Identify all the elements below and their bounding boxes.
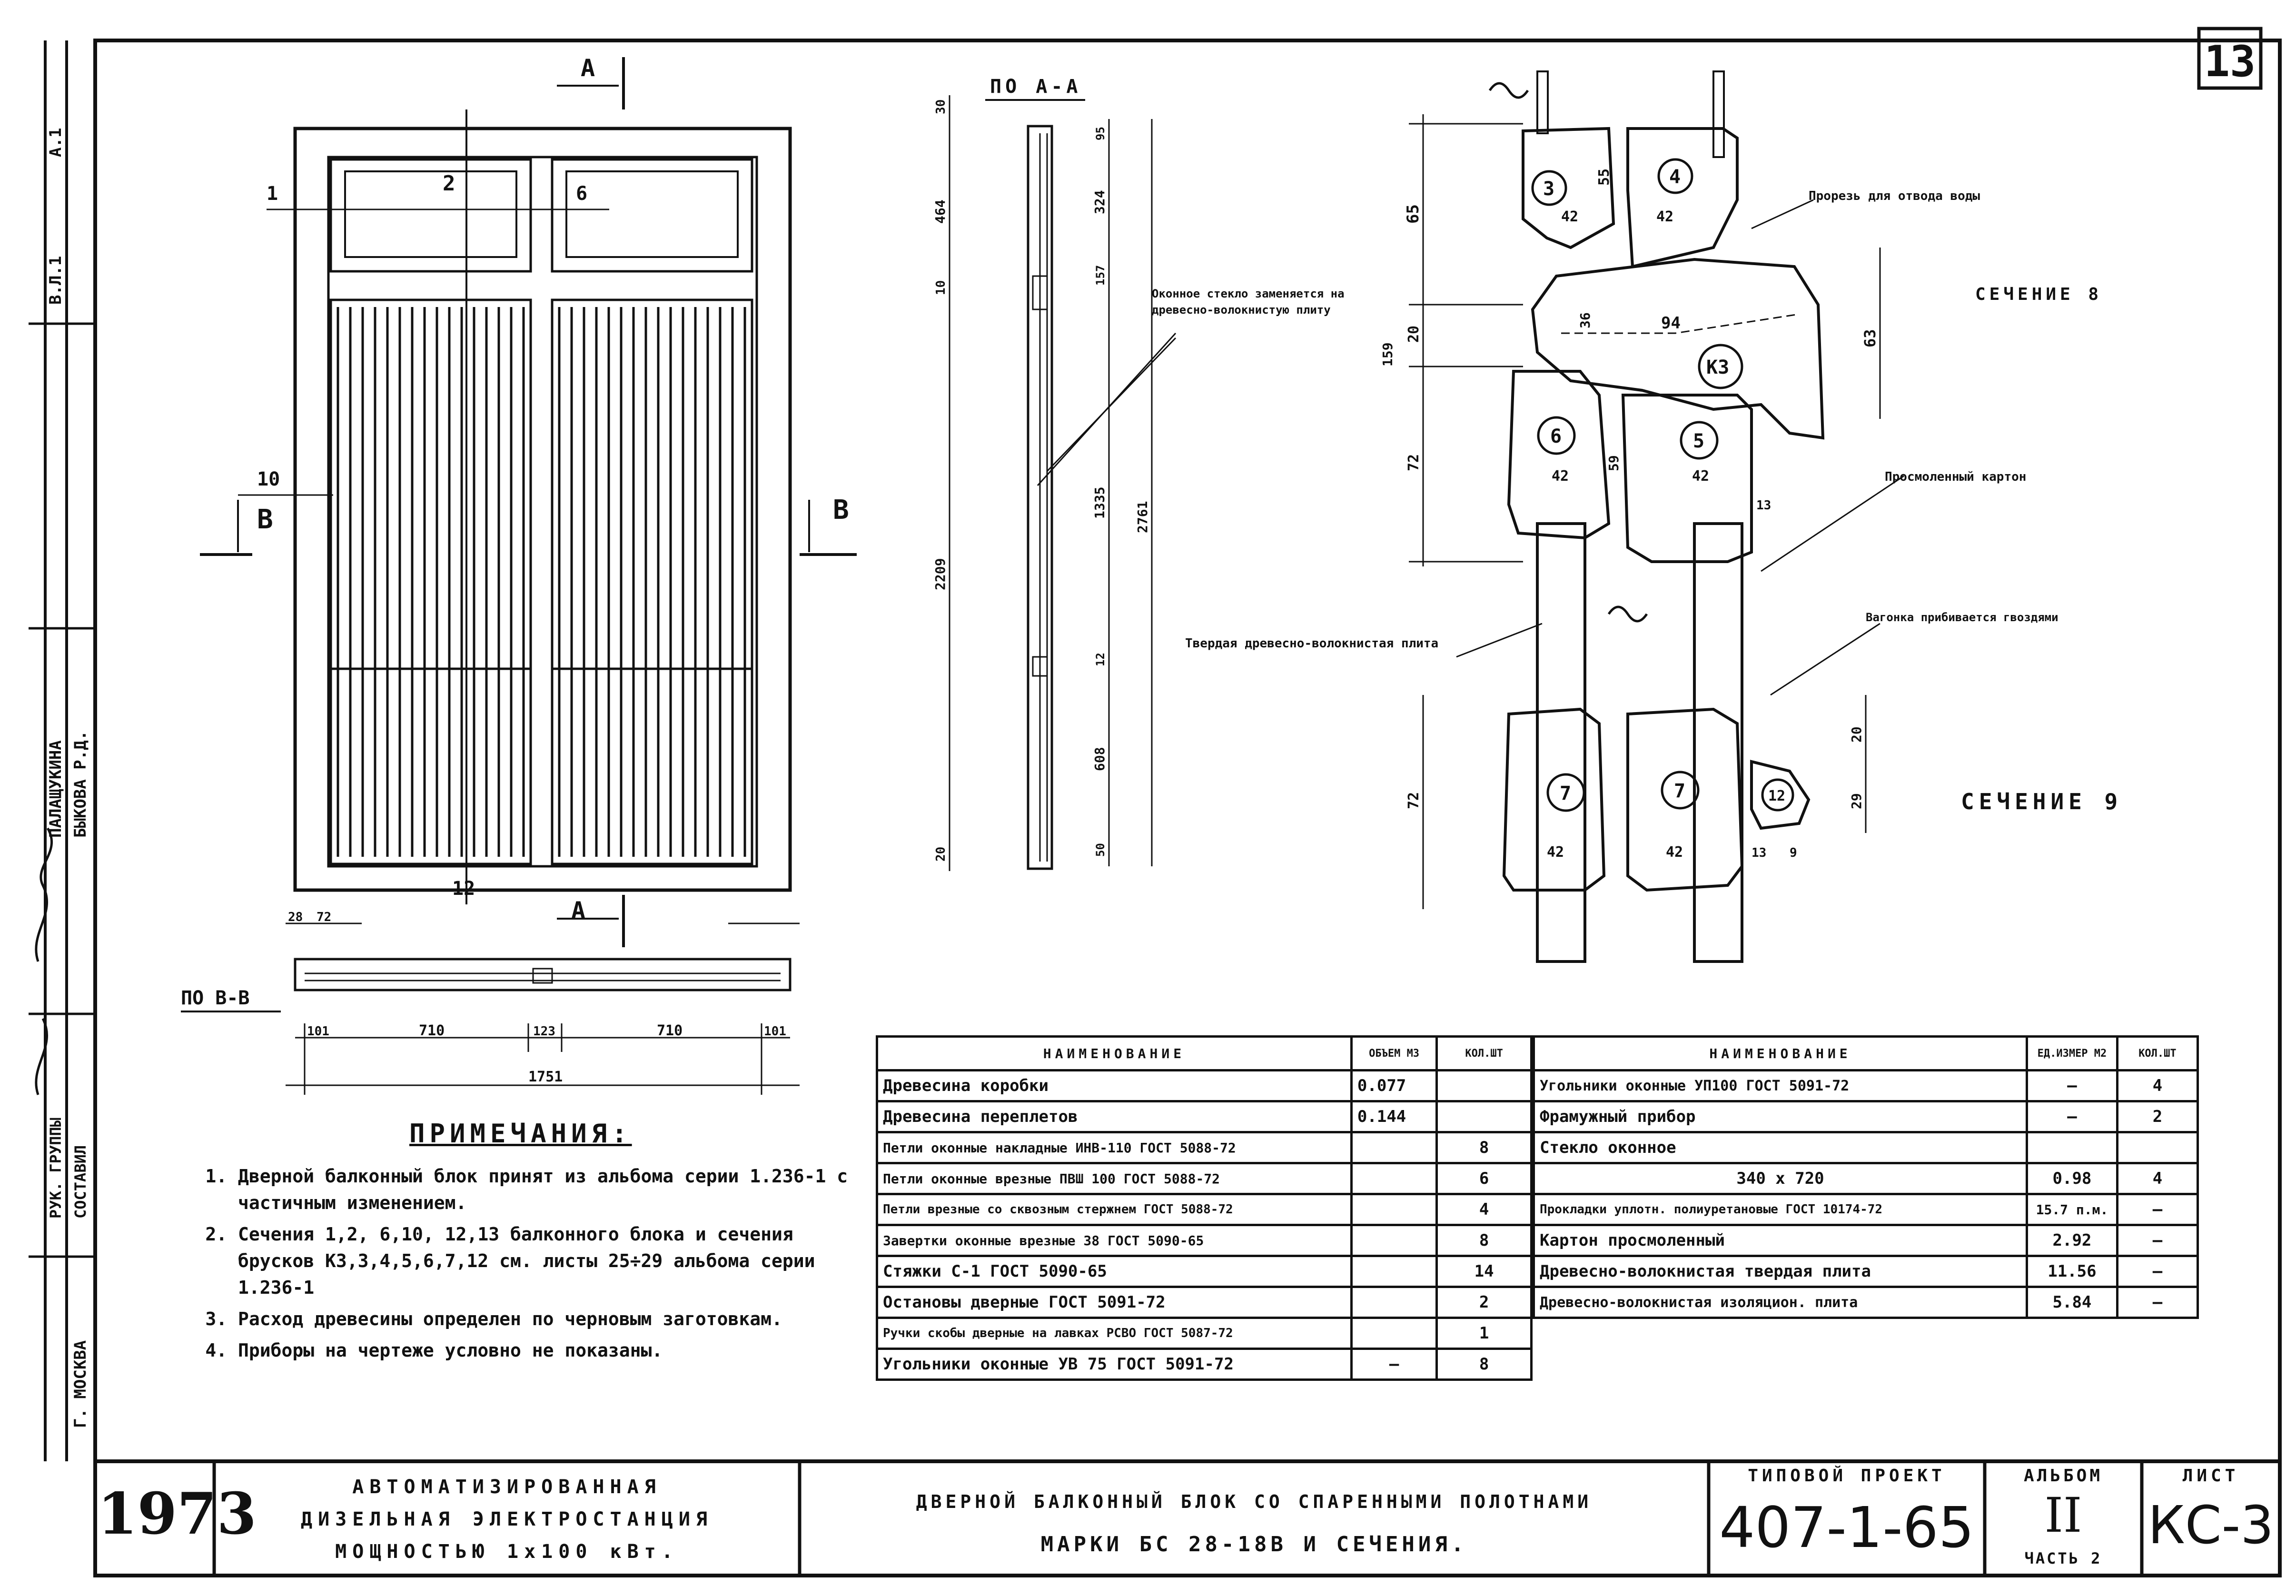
section-bb (181, 923, 800, 1095)
cell-name: Ручки скобы дверные на лавках РСВО ГОСТ 5087-72 (877, 1318, 1352, 1349)
dim-d-42f: 42 (1666, 844, 1683, 861)
drawing-title-line-2: МАРКИ БС 28-18В И СЕЧЕНИЯ. (1040, 1532, 1468, 1556)
table-row (1534, 1287, 2198, 1318)
dim-aa-1335: 1335 (1092, 486, 1108, 519)
table-row (877, 1163, 1532, 1194)
cut-a-top: А (581, 54, 595, 82)
cell-unit: 0.98 (2027, 1163, 2118, 1194)
album-label: АЛЬБОМ (2023, 1466, 2103, 1486)
cell-qty (1437, 1101, 1532, 1132)
dim-d-42c: 42 (1552, 468, 1569, 485)
dim-d-63: 63 (1861, 329, 1879, 347)
dim-aa-608: 608 (1092, 747, 1108, 771)
dim-d-65: 65 (1404, 204, 1423, 224)
front-label-2: 2 (443, 171, 455, 196)
cell-qty: — (2117, 1225, 2197, 1256)
dim-bb-710b: 710 (657, 1022, 683, 1039)
note-item: 2. Сечения 1,2, 6,10, 12,13 балконного блока и сечения брусков К3,3,4,5,6,7,12 см. листы 25÷29 альбома серии 1.236-1 (238, 1221, 871, 1301)
dim-d-29: 29 (1849, 793, 1864, 809)
dim-d-72: 72 (1405, 454, 1422, 471)
front-view (200, 57, 857, 947)
table-row (877, 1132, 1532, 1163)
cell-name: Завертки оконные врезные 38 ГОСТ 5090-65 (877, 1225, 1352, 1256)
dim-bb-1751: 1751 (528, 1069, 563, 1085)
spec-table-right (1533, 1035, 2199, 1319)
cell-name: Стекло оконное (1534, 1132, 2027, 1163)
col-header-qty: КОЛ.ШТ (2117, 1037, 2197, 1071)
cell-qty: 14 (1437, 1256, 1532, 1287)
part-7b: 7 (1674, 780, 1686, 802)
note-item: 1. Дверной балконный блок принят из альбома серии 1.236-1 с частичным изменением. (238, 1163, 871, 1216)
stamp-cell-2: А.1 (46, 128, 65, 157)
cell-name: Петли оконные врезные ПВШ 100 ГОСТ 5088-72 (877, 1163, 1352, 1194)
dim-bb-710a: 710 (419, 1022, 445, 1039)
table-header-row (1534, 1037, 2198, 1071)
title-object (219, 1471, 795, 1568)
cell-name: 340 x 720 (1534, 1163, 2027, 1194)
dim-bb-28: 28 (288, 910, 303, 924)
cell-volume (1351, 1256, 1436, 1287)
dim-aa-10: 10 (934, 280, 948, 295)
cell-unit: — (2027, 1101, 2118, 1132)
cell-qty: 2 (2117, 1101, 2197, 1132)
cell-qty: 8 (1437, 1349, 1532, 1380)
notes-block (219, 1119, 871, 1368)
dim-bb-101a: 101 (307, 1024, 329, 1039)
cell-name: Остановы дверные ГОСТ 5091-72 (877, 1287, 1352, 1318)
dim-d-13: 13 (1756, 498, 1771, 513)
notes-list (219, 1163, 871, 1364)
dim-aa-2209: 2209 (932, 558, 948, 590)
dim-d-159: 159 (1380, 342, 1395, 367)
table-row (1534, 1194, 2198, 1225)
dim-d-9: 9 (1790, 846, 1797, 860)
cell-name: Древесина коробки (877, 1071, 1352, 1101)
title-drawing (804, 1480, 1704, 1566)
project-number: 407-1-65 (1719, 1495, 1974, 1560)
cell-volume: 0.077 (1351, 1071, 1436, 1101)
album-part: ЧАСТЬ 2 (2024, 1549, 2102, 1567)
table-row (1534, 1225, 2198, 1256)
table-row (1534, 1163, 2198, 1194)
cell-qty: 6 (1437, 1163, 1532, 1194)
col-header-name: НАИМЕНОВАНИЕ (877, 1037, 1352, 1071)
cell-qty: — (2117, 1256, 2197, 1287)
part-4: 4 (1669, 166, 1681, 188)
cell-name: Прокладки уплотн. полиуретановые ГОСТ 10174-72 (1534, 1194, 2027, 1225)
dim-bb-72: 72 (317, 910, 332, 924)
table-row (877, 1194, 1532, 1225)
section-aa-title: ПО А-А (990, 76, 1082, 98)
col-header-name: НАИМЕНОВАНИЕ (1534, 1037, 2027, 1071)
stamp-cell-3: ПАЛАЩУКИНА (46, 740, 65, 838)
vertical-boards (338, 307, 745, 857)
note-item: 4. Приборы на чертеже условно не показаны. (238, 1337, 871, 1364)
cell-volume (1351, 1163, 1436, 1194)
part-5: 5 (1693, 430, 1705, 452)
cut-b-left: В (257, 504, 273, 535)
dim-bb-123: 123 (533, 1024, 555, 1039)
cut-b-right: В (833, 495, 849, 525)
callout-hard-fiberboard: Твердая древесно-волокнистая плита (1185, 636, 1439, 651)
dim-aa-95: 95 (1094, 127, 1107, 140)
table-row (877, 1287, 1532, 1318)
project-label: ТИПОВОЙ ПРОЕКТ (1748, 1466, 1946, 1486)
table-row (877, 1349, 1532, 1380)
dim-d-20b: 20 (1849, 726, 1864, 743)
dim-d-36: 36 (1577, 312, 1593, 328)
object-line-1: АВТОМАТИЗИРОВАННАЯ (352, 1476, 662, 1498)
dim-aa-157: 157 (1094, 265, 1107, 286)
dim-d-42b: 42 (1656, 208, 1674, 225)
dim-aa-50: 50 (1094, 843, 1107, 857)
cell-name: Древесина переплетов (877, 1101, 1352, 1132)
cell-qty: 1 (1437, 1318, 1532, 1349)
cell-volume (1351, 1225, 1436, 1256)
table-row (877, 1256, 1532, 1287)
cell-name: Древесно-волокнистая твердая плита (1534, 1256, 2027, 1287)
note-item: 3. Расход древесины определен по черновым заготовкам. (238, 1306, 871, 1332)
dim-d-59: 59 (1606, 455, 1622, 471)
dim-aa-2761: 2761 (1135, 501, 1150, 533)
table-header-row (877, 1037, 1532, 1071)
cell-qty: 4 (2117, 1163, 2197, 1194)
cell-volume (1351, 1194, 1436, 1225)
dim-d-42e: 42 (1547, 844, 1564, 861)
cell-unit: 2.92 (2027, 1225, 2118, 1256)
part-12: 12 (1768, 788, 1786, 804)
stamp-cell-1: В.Л.1 (46, 256, 65, 305)
col-header-qty: КОЛ.ШТ (1437, 1037, 1532, 1071)
sheet-code: КС-3 (2148, 1495, 2274, 1556)
cell-unit: 11.56 (2027, 1256, 2118, 1287)
cell-unit: 15.7 п.м. (2027, 1194, 2118, 1225)
glass-replacement-note: Оконное стекло заменяется на древесно-волокнистую плиту (1152, 287, 1345, 317)
dim-aa-20: 20 (934, 846, 948, 862)
dim-aa-464: 464 (932, 199, 948, 224)
dim-d-42a: 42 (1561, 208, 1579, 225)
spec-table-left (876, 1035, 1533, 1381)
cell-name: Фрамужный прибор (1534, 1101, 2027, 1132)
table-row (877, 1225, 1532, 1256)
callout-water-slot: Прорезь для отвода воды (1809, 189, 1980, 203)
cell-name: Угольники оконные УП100 ГОСТ 5091-72 (1534, 1071, 2027, 1101)
dim-d-13b: 13 (1752, 846, 1767, 860)
cell-qty: — (2117, 1194, 2197, 1225)
dim-d-42d: 42 (1692, 468, 1710, 485)
side-stamp (29, 40, 95, 1461)
cell-qty: 8 (1437, 1132, 1532, 1163)
cell-volume: 0.144 (1351, 1101, 1436, 1132)
stamp-cell-6: СОСТАВИЛ (71, 1145, 89, 1219)
table-row (1534, 1071, 2198, 1101)
part-3: 3 (1543, 178, 1555, 200)
cell-volume (1351, 1287, 1436, 1318)
section-9-label: СЕЧЕНИЕ 9 (1961, 789, 2123, 814)
cell-name: Угольники оконные УВ 75 ГОСТ 5091-72 (877, 1349, 1352, 1380)
stamp-cell-5: РУК. ГРУППЫ (47, 1118, 65, 1219)
stamp-cell-4: БЫКОВА Р.Д. (71, 730, 90, 838)
cell-qty: 2 (1437, 1287, 1532, 1318)
cell-name: Петли оконные накладные ИНВ-110 ГОСТ 5088-72 (877, 1132, 1352, 1163)
dim-d-20: 20 (1405, 325, 1422, 343)
section-8-label: СЕЧЕНИЕ 8 (1975, 285, 2103, 304)
cell-volume (1351, 1318, 1436, 1349)
part-k3: К3 (1706, 357, 1730, 378)
table-row (1534, 1256, 2198, 1287)
table-row (1534, 1132, 2198, 1163)
album-number: II (2044, 1487, 2082, 1543)
table-row (877, 1071, 1532, 1101)
table-row (877, 1318, 1532, 1349)
cell-volume: — (1351, 1349, 1436, 1380)
cell-name: Стяжки С-1 ГОСТ 5090-65 (877, 1256, 1352, 1287)
detail-sections (1409, 71, 1904, 962)
dim-aa-30: 30 (934, 99, 948, 114)
front-label-12: 12 (452, 878, 475, 900)
callout-boarding-nailed: Вагонка прибивается гвоздями (1866, 611, 2058, 624)
stamp-city: Г. МОСКВА (71, 1340, 90, 1428)
dim-d-55: 55 (1596, 168, 1613, 186)
sheet-label: ЛИСТ (2182, 1466, 2239, 1486)
cut-a-bottom: А (571, 897, 586, 924)
dim-aa-324: 324 (1092, 190, 1108, 214)
cell-unit: 5.84 (2027, 1287, 2118, 1318)
section-aa (950, 95, 1176, 871)
part-6: 6 (1550, 426, 1562, 447)
cell-qty: 8 (1437, 1225, 1532, 1256)
table-row (1534, 1101, 2198, 1132)
drawing-title-line-1: ДВЕРНОЙ БАЛКОННЫЙ БЛОК СО СПАРЕННЫМИ ПОЛОТНАМИ (916, 1491, 1593, 1512)
col-header-volume: ОБЪЕМ М3 (1351, 1037, 1436, 1071)
cell-qty: 4 (1437, 1194, 1532, 1225)
object-line-2: ДИЗЕЛЬНАЯ ЭЛЕКТРОСТАНЦИЯ (301, 1508, 713, 1530)
cell-name: Петли врезные со сквозным стержнем ГОСТ 5088-72 (877, 1194, 1352, 1225)
section-bb-label: ПО В-В (181, 987, 250, 1009)
col-header-unit: ЕД.ИЗМЕР М2 (2027, 1037, 2118, 1071)
cell-unit: — (2027, 1071, 2118, 1101)
object-line-3: МОЩНОСТЬЮ 1х100 кВт. (335, 1541, 679, 1563)
cell-qty (1437, 1071, 1532, 1101)
sheet-number: 13 (2204, 37, 2256, 87)
table-row (877, 1101, 1532, 1132)
cell-unit (2027, 1132, 2118, 1163)
dim-d-72b: 72 (1405, 792, 1422, 809)
part-7a: 7 (1560, 783, 1572, 804)
cell-qty: 4 (2117, 1071, 2197, 1101)
cell-volume (1351, 1132, 1436, 1163)
dim-bb-101b: 101 (764, 1024, 786, 1039)
cell-qty (2117, 1132, 2197, 1163)
front-label-1: 1 (267, 183, 278, 205)
cell-qty: — (2117, 1287, 2197, 1318)
front-label-10: 10 (257, 468, 280, 490)
title-year: 1973 (98, 1480, 257, 1547)
cell-name: Картон просмоленный (1534, 1225, 2027, 1256)
front-label-6: 6 (576, 183, 588, 205)
dim-d-94: 94 (1661, 314, 1681, 333)
cell-name: Древесно-волокнистая изоляцион. плита (1534, 1287, 2027, 1318)
callout-tarred-cardboard: Просмоленный картон (1885, 470, 2027, 484)
notes-title: ПРИМЕЧАНИЯ: (409, 1119, 632, 1149)
dim-aa-12: 12 (1094, 653, 1107, 666)
